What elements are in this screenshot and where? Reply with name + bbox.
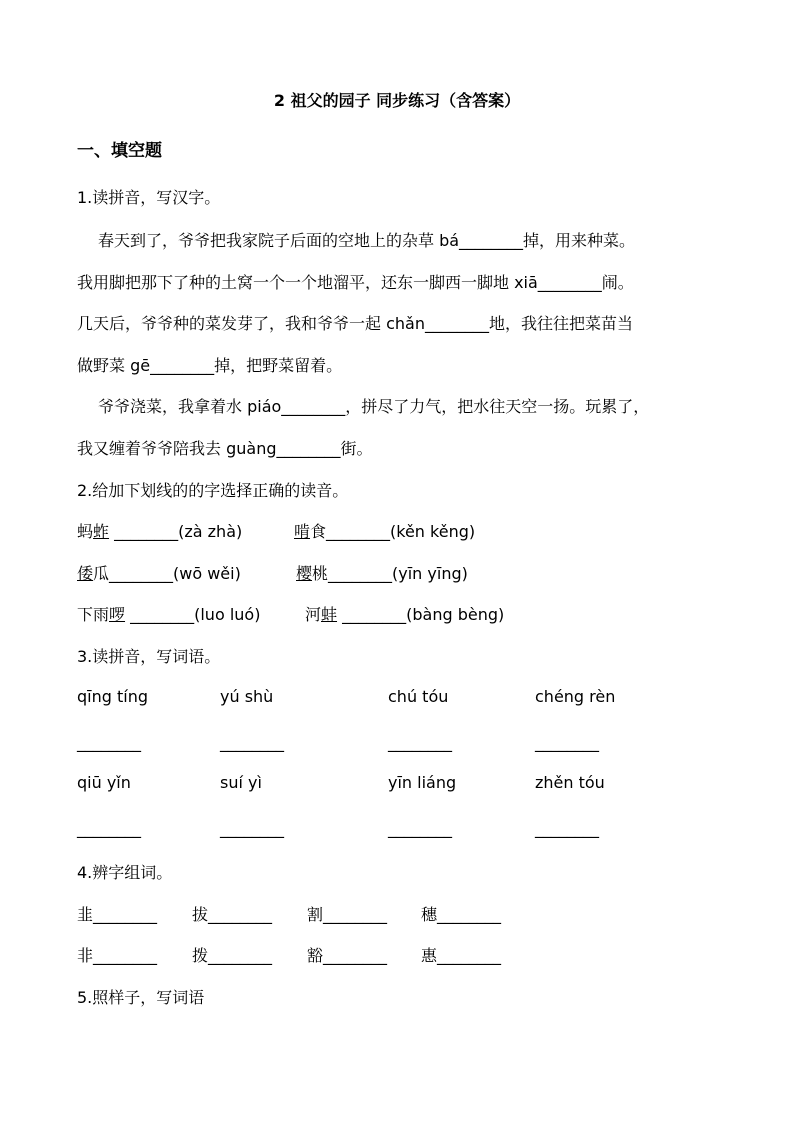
question-1-line-3: 几天后，爷爷种的菜发芽了，我和爷爷一起 chǎn________地，我往往把菜苗当 (77, 314, 633, 333)
reading-item: 倭瓜________(wō wěi) (77, 564, 241, 583)
reading-item: 蚂蚱 ________(zà zhà) (77, 522, 243, 541)
answer-blank[interactable]: ________ (77, 733, 141, 752)
question-5-heading: 5.照样子，写词语 (77, 988, 205, 1007)
page-title: 2 祖父的园子 同步练习（含答案） (273, 91, 521, 110)
underlined-char: 蚱 (93, 522, 110, 541)
word-group-item[interactable]: 穗________ (421, 905, 502, 924)
underlined-char: 倭 (77, 564, 94, 583)
question-3-heading: 3.读拼音，写词语。 (77, 647, 221, 666)
word-group-item[interactable]: 非________ (77, 946, 158, 965)
word-group-item[interactable]: 拨________ (192, 946, 273, 965)
question-1-line-2: 我用脚把那下了种的土窝一个一个地溜平，还东一脚西一脚地 xiā________闹。 (77, 273, 634, 292)
underlined-char: 啃 (294, 522, 311, 541)
answer-blank[interactable]: ________ (535, 819, 599, 838)
reading-item: 啃食________(kěn kěng) (294, 522, 476, 541)
word-group-item[interactable]: 惠________ (421, 946, 502, 965)
question-1-line-5: 爷爷浇菜，我拿着水 piáo________，拼尽了力气，把水往天空一扬。玩累了， (98, 397, 650, 416)
answer-blank[interactable]: ________ (535, 733, 599, 752)
question-4-heading: 4.辨字组词。 (77, 863, 173, 882)
word-group-item[interactable]: 割________ (307, 905, 388, 924)
word-group-item[interactable]: 豁________ (307, 946, 388, 965)
underlined-char: 蚌 (321, 605, 338, 624)
answer-blank[interactable]: ________ (388, 733, 452, 752)
reading-item: 下雨啰 ________(luo luó) (77, 605, 261, 624)
pinyin-item: chéng rèn (535, 687, 616, 706)
question-2-heading: 2.给加下划线的的字选择正确的读音。 (77, 481, 349, 500)
word-group-item[interactable]: 拔________ (192, 905, 273, 924)
question-1-heading: 1.读拼音，写汉字。 (77, 188, 221, 207)
underlined-char: 啰 (109, 605, 126, 624)
question-1-line-1: 春天到了，爷爷把我家院子后面的空地上的杂草 bá________掉，用来种菜。 (98, 231, 636, 250)
answer-blank[interactable]: ________ (220, 733, 284, 752)
question-1-line-6: 我又缠着爷爷陪我去 guàng________街。 (77, 439, 373, 458)
pinyin-item: yú shù (220, 687, 274, 706)
reading-item: 樱桃________(yīn yīng) (296, 564, 468, 583)
pinyin-item: zhěn tóu (535, 773, 605, 792)
underlined-char: 樱 (296, 564, 313, 583)
answer-blank[interactable]: ________ (388, 819, 452, 838)
pinyin-item: yīn liáng (388, 773, 457, 792)
question-1-line-4: 做野菜 gē________掉，把野菜留着。 (77, 356, 343, 375)
reading-item: 河蚌 ________(bàng bèng) (305, 605, 505, 624)
section-heading-fill-in: 一、填空题 (77, 141, 162, 161)
pinyin-item: qīng tíng (77, 687, 148, 706)
pinyin-item: qiū yǐn (77, 773, 131, 792)
pinyin-item: suí yì (220, 773, 262, 792)
pinyin-item: chú tóu (388, 687, 449, 706)
answer-blank[interactable]: ________ (77, 819, 141, 838)
word-group-item[interactable]: 韭________ (77, 905, 158, 924)
answer-blank[interactable]: ________ (220, 819, 284, 838)
